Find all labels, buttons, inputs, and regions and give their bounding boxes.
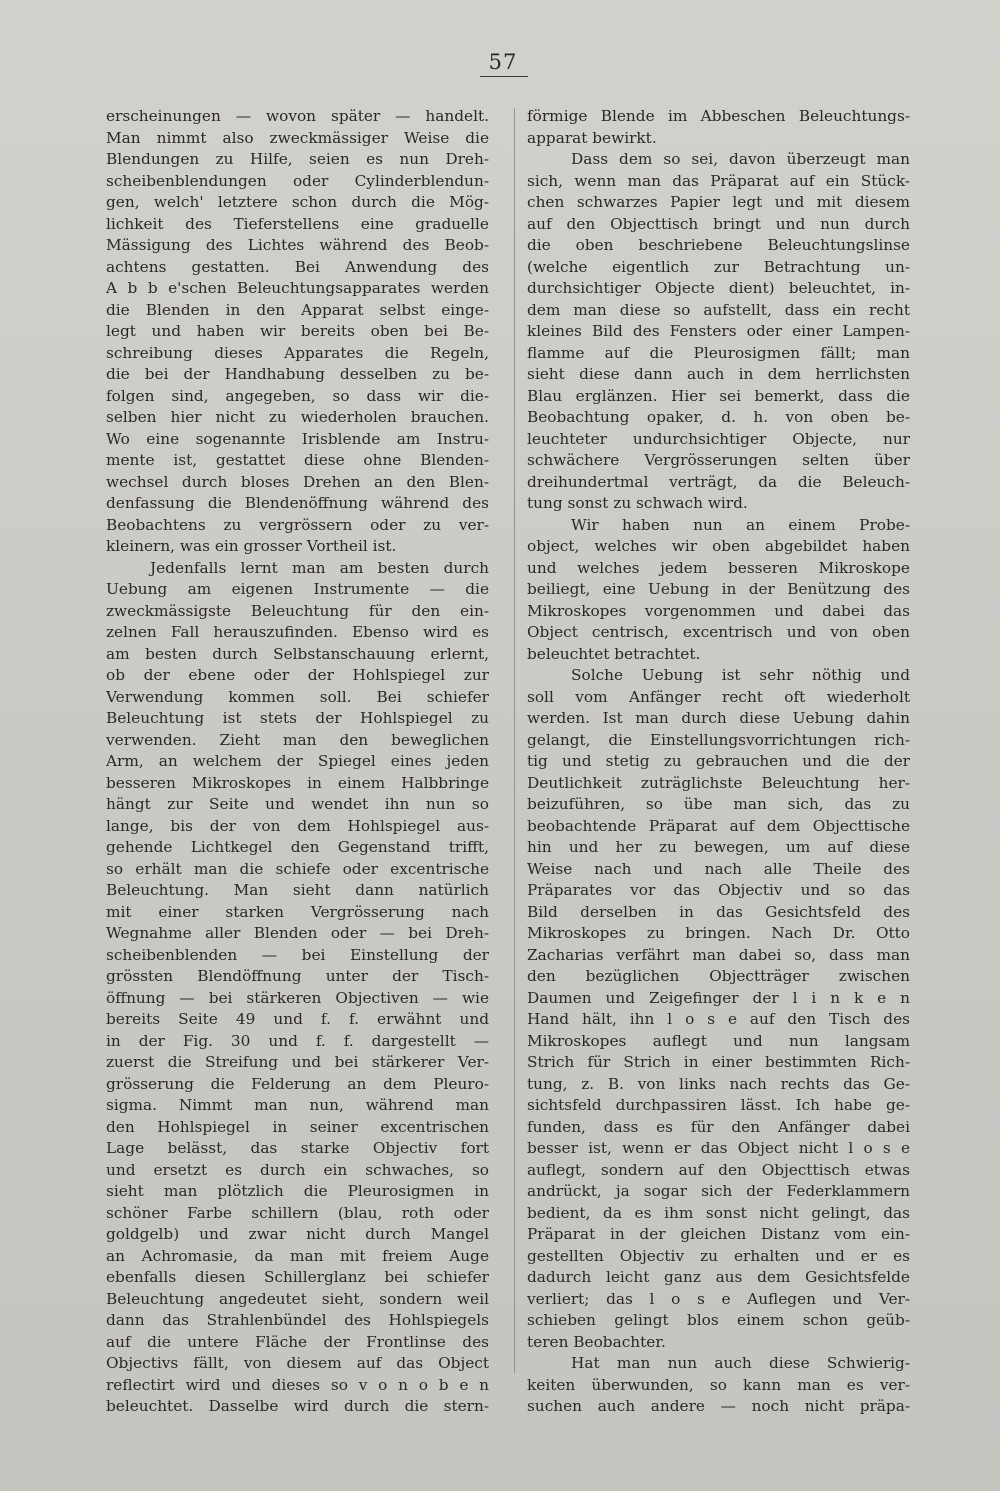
text-line: teren Beobachter.: [527, 1332, 666, 1351]
text-line: keiten überwunden, so kann man es ver-: [527, 1375, 910, 1394]
text-line: Mikroskopes auflegt und nun langsam: [527, 1031, 910, 1050]
text-line: Beleuchtung ist stets der Hohlspiegel zu: [106, 709, 489, 727]
text-line: Deutlichkeit zuträglichste Beleuchtung her-: [527, 773, 910, 792]
text-line: Dass dem so sei, davon überzeugt man: [571, 150, 910, 168]
text-line: Zacharias verfährt man dabei so, dass man: [527, 945, 910, 964]
text-line: beiliegt, eine Uebung in der Benützung des: [527, 580, 910, 598]
text-line: gehende Lichtkegel den Gegenstand trifft,: [106, 838, 489, 856]
text-line: den Hohlspiegel in seiner excentrischen: [106, 1117, 489, 1136]
text-line: Beobachtung opaker, d. h. von oben be-: [527, 408, 910, 426]
text-line: den bezüglichen Objectträger zwischen: [527, 967, 910, 985]
text-line: beleuchtet. Dasselbe wird durch die stern-: [106, 1397, 489, 1415]
text-line: hin und her zu bewegen, um auf diese: [527, 838, 910, 856]
text-line: object, welches wir oben abgebildet haben: [527, 537, 910, 555]
text-line: Präparates vor das Objectiv und so das: [527, 881, 910, 899]
text-line: Blau erglänzen. Hier sei bemerkt, dass die: [527, 386, 910, 405]
text-line: schieben gelingt blos einem schon geüb-: [527, 1311, 910, 1329]
text-line: Mässigung des Lichtes während des Beob-: [106, 236, 489, 254]
text-line: in der Fig. 30 und f. f. dargestellt —: [106, 1031, 489, 1050]
text-line: mente ist, gestattet diese ohne Blenden-: [106, 451, 489, 469]
text-line: Verwendung kommen soll. Bei schiefer: [106, 687, 489, 706]
text-line: Daumen und Zeigefinger der l i n k e n: [527, 988, 910, 1007]
text-line: gestellten Objectiv zu erhalten und er es: [527, 1246, 910, 1265]
text-line: tung, z. B. von links nach rechts das Ge-: [527, 1074, 910, 1093]
text-line: zuerst die Streifung und bei stärkerer Ver-: [106, 1053, 489, 1071]
text-line: soll vom Anfänger recht oft wiederholt: [527, 687, 910, 706]
text-line: sichtsfeld durchpassiren lässt. Ich habe ge-: [527, 1096, 910, 1114]
text-line: andrückt, ja sogar sich der Federklammern: [527, 1182, 910, 1200]
text-line: durchsichtiger Objecte dient) beleuchtet, in-: [527, 279, 910, 297]
text-line: A b b e'schen Beleuchtungsapparates werden: [106, 279, 489, 297]
text-line: werden. Ist man durch diese Uebung dahin: [527, 709, 910, 727]
text-line: Wegnahme aller Blenden oder — bei Dreh-: [106, 924, 489, 942]
text-line: goldgelb) und zwar nicht durch Mangel: [106, 1225, 489, 1243]
text-line: grösserung die Felderung an dem Pleuro-: [106, 1074, 489, 1093]
text-line: Präparat in der gleichen Distanz vom ein-: [527, 1225, 910, 1243]
text-line: reflectirt wird und dieses so v o n o b e n: [106, 1375, 489, 1394]
text-line: lange, bis der von dem Hohlspiegel aus-: [106, 816, 489, 835]
text-line: erscheinungen — wovon später — handelt.: [106, 107, 489, 125]
text-line: denfassung die Blendenöffnung während des: [106, 494, 489, 512]
text-line: zelnen Fall herauszufinden. Ebenso wird es: [106, 623, 489, 641]
text-line: bedient, da es ihm sonst nicht gelingt, das: [527, 1203, 910, 1222]
page-number-rule: [480, 76, 528, 77]
text-line: Solche Uebung ist sehr nöthig und: [571, 666, 910, 684]
text-line: hängt zur Seite und wendet ihn nun so: [106, 795, 489, 813]
text-line: so erhält man die schiefe oder excentrische: [106, 859, 489, 878]
text-line: schöner Farbe schillern (blau, roth oder: [106, 1203, 489, 1222]
page-number: 57: [488, 50, 518, 74]
text-line: und ersetzt es durch ein schwaches, so: [106, 1160, 489, 1179]
text-line: sich, wenn man das Präparat auf ein Stück-: [527, 171, 910, 190]
text-line: und welches jedem besseren Mikroskope: [527, 558, 910, 577]
text-line: wechsel durch bloses Drehen an den Blen-: [106, 472, 489, 491]
text-line: schwächere Vergrösserungen selten über: [527, 451, 910, 469]
text-line: besser ist, wenn er das Object nicht l o s e: [527, 1139, 910, 1157]
text-line: funden, dass es für den Anfänger dabei: [527, 1117, 910, 1136]
text-line: ebenfalls diesen Schillerglanz bei schiefer: [106, 1268, 489, 1286]
text-line: Hat man nun auch diese Schwierig-: [571, 1354, 910, 1372]
text-line: Uebung am eigenen Instrumente — die: [106, 580, 489, 598]
text-line: scheibenblendungen oder Cylinderblendun-: [106, 171, 489, 190]
text-line: tung sonst zu schwach wird.: [527, 494, 748, 512]
text-line: Beleuchtung. Man sieht dann natürlich: [106, 881, 489, 899]
text-line: apparat bewirkt.: [527, 128, 657, 147]
text-line: öffnung — bei stärkeren Objectiven — wie: [106, 988, 489, 1007]
text-line: Lage belässt, das starke Objectiv fort: [106, 1139, 489, 1157]
text-line: sieht man plötzlich die Pleurosigmen in: [106, 1182, 489, 1200]
text-line: kleinern, was ein grosser Vortheil ist.: [106, 537, 397, 555]
text-line: suchen auch andere — noch nicht präpa-: [527, 1397, 910, 1415]
text-line: Objectivs fällt, von diesem auf das Object: [106, 1354, 489, 1372]
text-line: Weise nach und nach alle Theile des: [527, 859, 910, 878]
text-line: Strich für Strich in einer bestimmten Rich-: [527, 1053, 910, 1071]
text-line: beleuchtet betrachtet.: [527, 644, 701, 663]
text-line: verliert; das l o s e Auflegen und Ver-: [527, 1289, 910, 1308]
text-line: Jedenfalls lernt man am besten durch: [150, 558, 489, 577]
text-line: grössten Blendöffnung unter der Tisch-: [106, 967, 489, 985]
text-line: lichkeit des Tieferstellens eine graduelle: [106, 214, 489, 233]
text-line: Wo eine sogenannte Irisblende am Instru-: [106, 429, 489, 448]
text-line: tig und stetig zu gebrauchen und die der: [527, 752, 910, 770]
text-line: besseren Mikroskopes in einem Halbbringe: [106, 773, 489, 792]
text-line: zweckmässigste Beleuchtung für den ein-: [106, 601, 489, 620]
left-text-column: [106, 106, 489, 1418]
text-line: achtens gestatten. Bei Anwendung des: [106, 257, 489, 276]
text-line: Mikroskopes zu bringen. Nach Dr. Otto: [527, 924, 910, 942]
text-line: selben hier nicht zu wiederholen brauchen.: [106, 408, 489, 426]
text-line: auf den Objecttisch bringt und nun durch: [527, 214, 910, 233]
text-line: die Blenden in den Apparat selbst einge-: [106, 300, 489, 319]
text-line: die oben beschriebene Beleuchtungslinse: [527, 236, 910, 254]
text-line: kleines Bild des Fensters oder einer Lampen-: [527, 322, 910, 340]
text-line: an Achromasie, da man mit freiem Auge: [106, 1246, 489, 1265]
text-line: Beobachtens zu vergrössern oder zu ver-: [106, 515, 489, 534]
text-line: am besten durch Selbstanschauung erlernt,: [106, 644, 489, 663]
text-line: dem man diese so aufstellt, dass ein recht: [527, 300, 910, 319]
text-line: Man nimmt also zweckmässiger Weise die: [106, 128, 489, 147]
text-line: dadurch leicht ganz aus dem Gesichtsfelde: [527, 1268, 910, 1286]
text-line: die bei der Handhabung desselben zu be-: [106, 365, 489, 383]
text-line: beobachtende Präparat auf dem Objecttische: [527, 816, 910, 835]
text-line: mit einer starken Vergrösserung nach: [106, 902, 489, 921]
text-line: Object centrisch, excentrisch und von oben: [527, 623, 910, 641]
text-line: schreibung dieses Apparates die Regeln,: [106, 343, 489, 362]
text-line: legt und haben wir bereits oben bei Be-: [106, 322, 489, 340]
text-line: Bild derselben in das Gesichtsfeld des: [527, 902, 910, 921]
text-line: gen, welch' letztere schon durch die Mög-: [106, 193, 489, 211]
text-line: sigma. Nimmt man nun, während man: [106, 1096, 489, 1114]
text-line: flamme auf die Pleurosigmen fällt; man: [527, 343, 910, 362]
text-line: Beleuchtung angedeutet sieht, sondern weil: [106, 1289, 489, 1308]
text-line: sieht diese dann auch in dem herrlichsten: [527, 365, 910, 383]
text-line: verwenden. Zieht man den beweglichen: [106, 730, 489, 749]
text-line: bereits Seite 49 und f. f. erwähnt und: [106, 1010, 489, 1028]
text-line: ob der ebene oder der Hohlspiegel zur: [106, 666, 489, 684]
text-line: beizuführen, so übe man sich, das zu: [527, 795, 910, 813]
text-line: gelangt, die Einstellungsvorrichtungen rich-: [527, 730, 910, 749]
text-line: Mikroskopes vorgenommen und dabei das: [527, 601, 910, 620]
text-line: auf die untere Fläche der Frontlinse des: [106, 1332, 489, 1351]
right-text-column: [527, 106, 910, 1418]
text-line: dann das Strahlenbündel des Hohlspiegels: [106, 1311, 489, 1329]
text-line: leuchteter undurchsichtiger Objecte, nur: [527, 429, 910, 448]
text-line: chen schwarzes Papier legt und mit diesem: [527, 193, 910, 211]
text-line: (welche eigentlich zur Betrachtung un-: [527, 257, 910, 276]
text-line: Hand hält, ihn l o s e auf den Tisch des: [527, 1010, 910, 1028]
text-line: Wir haben nun an einem Probe-: [571, 515, 910, 534]
text-line: auflegt, sondern auf den Objecttisch etwas: [527, 1160, 910, 1179]
text-line: Blendungen zu Hilfe, seien es nun Dreh-: [106, 150, 489, 168]
text-line: scheibenblenden — bei Einstellung der: [106, 945, 489, 964]
text-line: förmige Blende im Abbeschen Beleuchtungs-: [527, 107, 910, 125]
column-divider: [514, 108, 515, 1373]
text-line: folgen sind, angegeben, so dass wir die-: [106, 386, 489, 405]
text-line: Arm, an welchem der Spiegel eines jeden: [106, 752, 489, 770]
text-line: dreihundertmal verträgt, da die Beleuch-: [527, 472, 910, 491]
